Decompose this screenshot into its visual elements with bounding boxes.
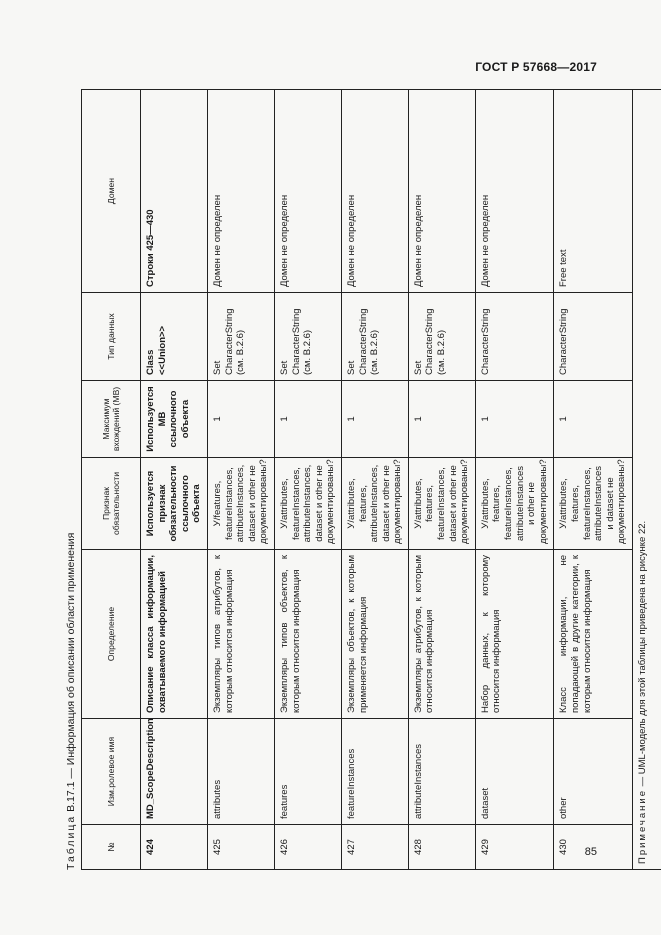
row-number: 426 bbox=[274, 825, 341, 870]
table-row bbox=[207, 90, 274, 870]
standard-number: ГОСТ Р 57668—2017 bbox=[475, 60, 597, 74]
row-type: CharacterString bbox=[475, 293, 554, 381]
row-max: 1 bbox=[207, 381, 274, 458]
row-max: 1 bbox=[341, 381, 408, 458]
table-row bbox=[475, 90, 554, 870]
row-domain: Домен не определен bbox=[475, 90, 554, 293]
rotated-table-block bbox=[62, 90, 648, 870]
row-name: attributes bbox=[207, 719, 274, 825]
row-domain: Строки 425—430 bbox=[141, 90, 208, 293]
note-prefix: Примечание bbox=[636, 789, 648, 864]
row-max: 1 bbox=[274, 381, 341, 458]
row-definition: Экземпляры объектов, к которым применяется информация bbox=[341, 550, 408, 719]
row-domain: Домен не определен bbox=[274, 90, 341, 293]
row-number: 428 bbox=[408, 825, 475, 870]
note-text: — UML-модель для этой таблицы приведена на рисунке 22. bbox=[636, 520, 648, 789]
row-number: 424 bbox=[141, 825, 208, 870]
column-header-max-occurrence: Максимум вхождений (MB) bbox=[82, 381, 141, 458]
row-type: Set CharacterString (см. B.2.6) bbox=[274, 293, 341, 381]
row-definition: Экземпляры типов объектов, к которым относится информация bbox=[274, 550, 341, 719]
table-row bbox=[274, 90, 341, 870]
row-obligation: У/attributes, featureInstances, attributeInstances, dataset и other не документированы? bbox=[274, 458, 341, 550]
row-number: 430 bbox=[554, 825, 633, 870]
row-type: Set CharacterString (см. B.2.6) bbox=[341, 293, 408, 381]
table-note-row bbox=[632, 90, 661, 870]
row-definition: Набор данных, к которому относится информация bbox=[475, 550, 554, 719]
row-name: attributeInstances bbox=[408, 719, 475, 825]
row-obligation: Используется признак обязательности ссылочного объекта bbox=[141, 458, 208, 550]
row-max: Используется MB ссылочного объекта bbox=[141, 381, 208, 458]
row-name: other bbox=[554, 719, 633, 825]
row-name: featureInstances bbox=[341, 719, 408, 825]
row-definition: Экземпляры атрибутов, к которым относится информация bbox=[408, 550, 475, 719]
column-header-role-name: Изм.ролевое имя bbox=[82, 719, 141, 825]
row-type: Class <<Union>> bbox=[141, 293, 208, 381]
row-name: dataset bbox=[475, 719, 554, 825]
row-definition: Класс информации, не попадающей в другие категории, к которым относится информация bbox=[554, 550, 633, 719]
table-caption-prefix: Таблица bbox=[65, 814, 77, 870]
row-number: 425 bbox=[207, 825, 274, 870]
row-definition: Экземпляры типов атрибутов, к которым относится информация bbox=[207, 550, 274, 719]
row-max: 1 bbox=[554, 381, 633, 458]
row-obligation: У/attributes, features, featureInstances, attributeInstances и dataset не документированы? bbox=[554, 458, 633, 550]
column-header-number: № bbox=[82, 825, 141, 870]
table-caption-text: B.17.1 — Информация об описании области применения bbox=[65, 532, 77, 812]
table-row bbox=[141, 90, 208, 870]
table-header-row bbox=[82, 90, 141, 870]
row-definition: Описание класса информации, охватываемого информацией bbox=[141, 550, 208, 719]
row-domain: Домен не определен bbox=[408, 90, 475, 293]
row-obligation: У/features, featureInstances, attributeInstances, dataset и other не документированы? bbox=[207, 458, 274, 550]
row-name: features bbox=[274, 719, 341, 825]
table-row bbox=[554, 90, 633, 870]
table-caption bbox=[62, 533, 80, 870]
row-number: 427 bbox=[341, 825, 408, 870]
row-name: MD_ScopeDescription bbox=[141, 719, 208, 825]
row-max: 1 bbox=[408, 381, 475, 458]
page-number: 85 bbox=[584, 846, 597, 858]
row-type: Set CharacterString (см. B.2.6) bbox=[207, 293, 274, 381]
row-domain: Домен не определен bbox=[341, 90, 408, 293]
scope-description-table bbox=[81, 89, 661, 870]
row-domain: Free text bbox=[554, 90, 633, 293]
row-obligation: У/attributes, features, featureInstances, attributeInstances и other не документированы? bbox=[475, 458, 554, 550]
column-header-obligation: Признак обязательности bbox=[82, 458, 141, 550]
table-row bbox=[408, 90, 475, 870]
table-note bbox=[632, 90, 661, 870]
column-header-definition: Определение bbox=[82, 550, 141, 719]
row-domain: Домен не определен bbox=[207, 90, 274, 293]
table-row bbox=[341, 90, 408, 870]
column-header-domain: Домен bbox=[82, 90, 141, 293]
row-obligation: У/attributes, features, featureInstances, dataset и other не документированы? bbox=[408, 458, 475, 550]
row-number: 429 bbox=[475, 825, 554, 870]
column-header-data-type: Тип данных bbox=[82, 293, 141, 381]
row-type: CharacterString bbox=[554, 293, 633, 381]
row-obligation: У/attributes, features, attributeInstances, dataset и other не документированы? bbox=[341, 458, 408, 550]
row-max: 1 bbox=[475, 381, 554, 458]
row-type: Set CharacterString (см. B.2.6) bbox=[408, 293, 475, 381]
